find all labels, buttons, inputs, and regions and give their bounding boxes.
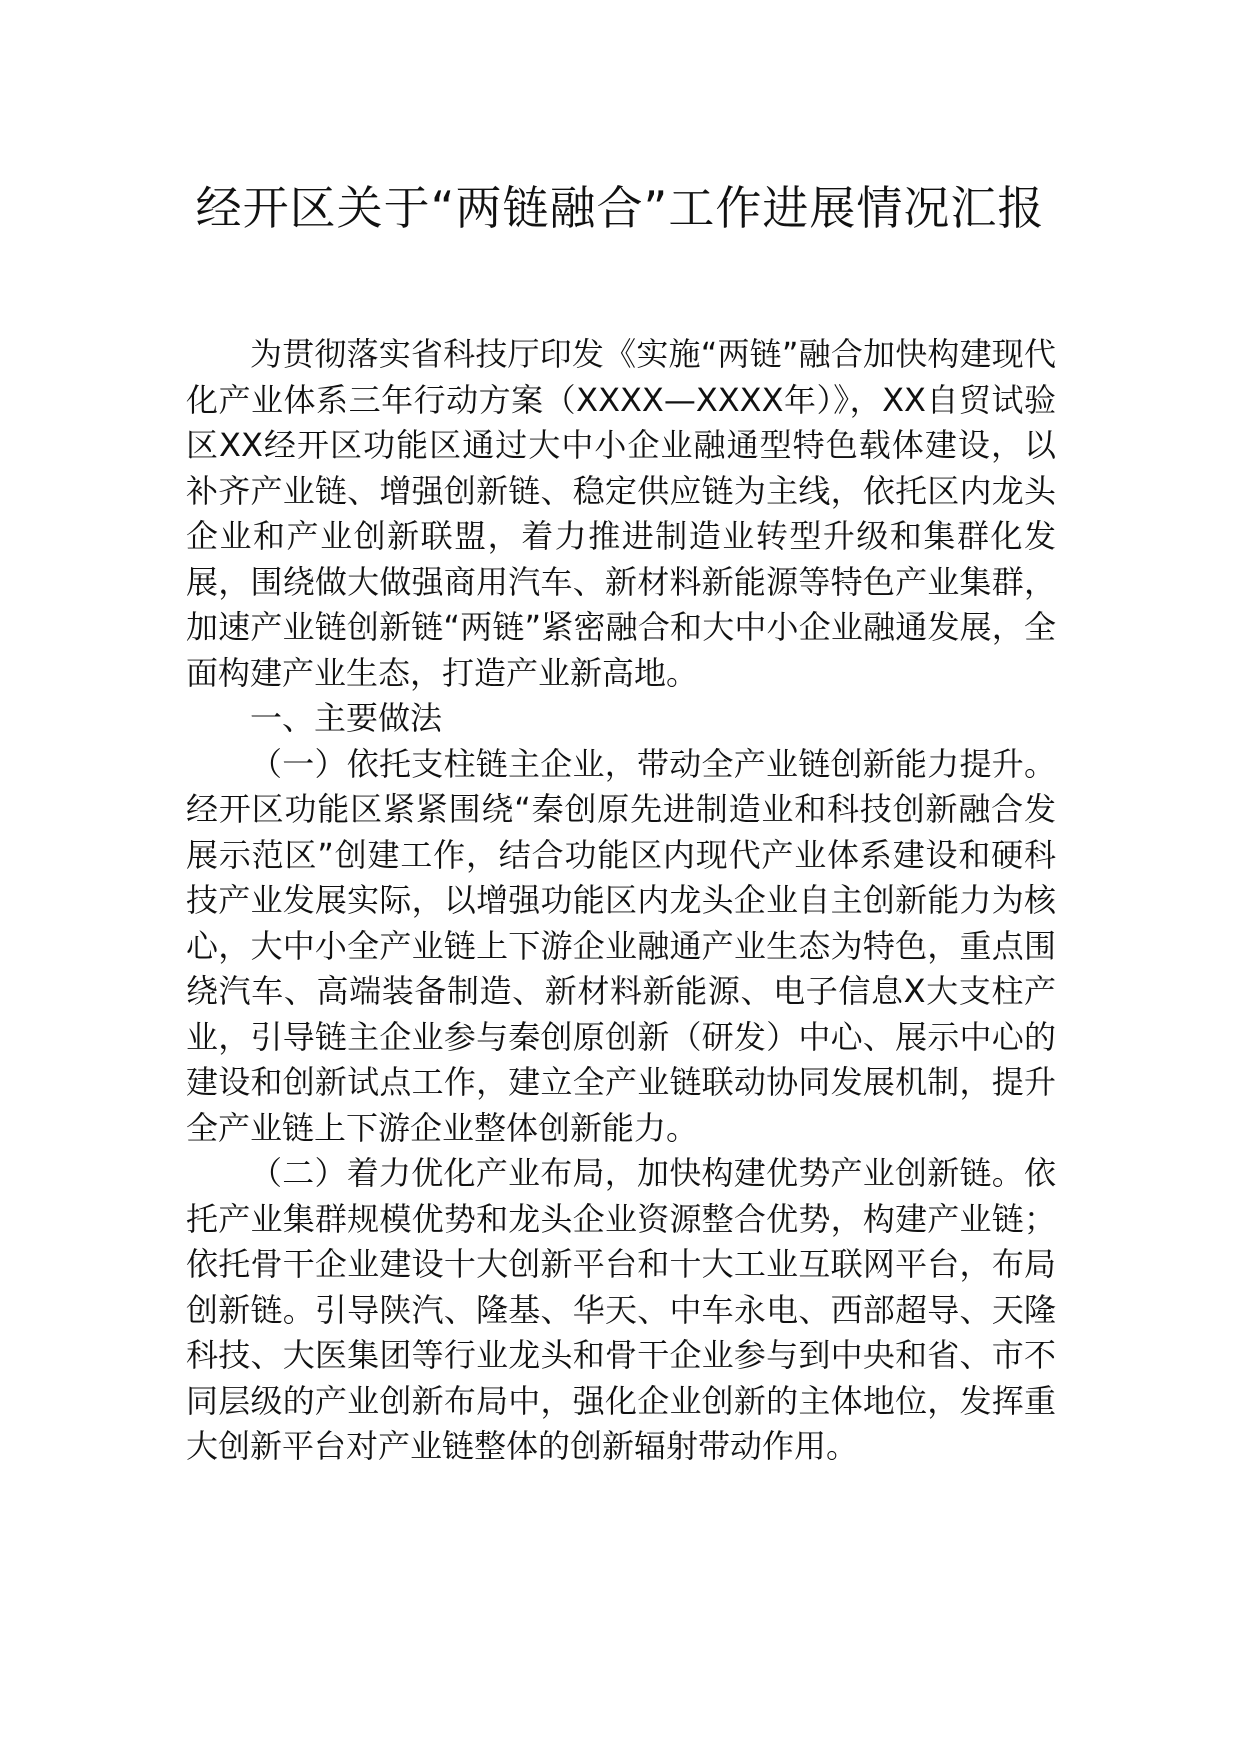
paragraph-item-2: （二）着力优化产业布局，加快构建优势产业创新链。依托产业集群规模优势和龙头企业资源整合优势，构建产业链；依托骨干企业建设十大创新平台和十大工业互联网平台，布局创新链。引导陕汽、隆基、华天、中车永电、西部超导、天隆科技、大医集团等行业龙头和骨干企业参与到中央和省、市不同层级的产业创新布局中，强化企业创新的主体地位，发挥重大创新平台对产业链整体的创新辐射带动作用。: [186, 1154, 1056, 1465]
document-body: [186, 332, 1056, 1470]
paragraph-item-1: （一）依托支柱链主企业，带动全产业链创新能力提升。经开区功能区紧紧围绕“秦创原先进制造业和科技创新融合发展示范区”创建工作，结合功能区内现代产业体系建设和硬科技产业发展实际，以增强功能区内龙头企业自主创新能力为核心，大中小全产业链上下游企业融通产业生态为特色，重点围绕汽车、高端装备制造、新材料新能源、电子信息X大支柱产业，引导链主企业参与秦创原创新（研发）中心、展示中心的建设和创新试点工作，建立全产业链联动协同发展机制，提升全产业链上下游企业整体创新能力。: [186, 744, 1056, 1147]
section-heading-main-practices: 一、主要做法: [250, 699, 443, 737]
document-title: 经开区关于“两链融合”工作进展情况汇报: [195, 181, 1045, 235]
paragraph-intro: 为贯彻落实省科技厅印发《实施“两链”融合加快构建现代化产业体系三年行动方案（XXXX—XXXX年）》，XX自贸试验区XX经开区功能区通过大中小企业融通型特色载体建设，以补齐产业链、增强创新链、稳定供应链为主线，依托区内龙头企业和产业创新联盟，着力推进制造业转型升级和集群化发展，围绕做大做强商用汽车、新材料新能源等特色产业集群，加速产业链创新链“两链”紧密融合和大中小企业融通发展，全面构建产业生态，打造产业新高地。: [186, 335, 1056, 692]
